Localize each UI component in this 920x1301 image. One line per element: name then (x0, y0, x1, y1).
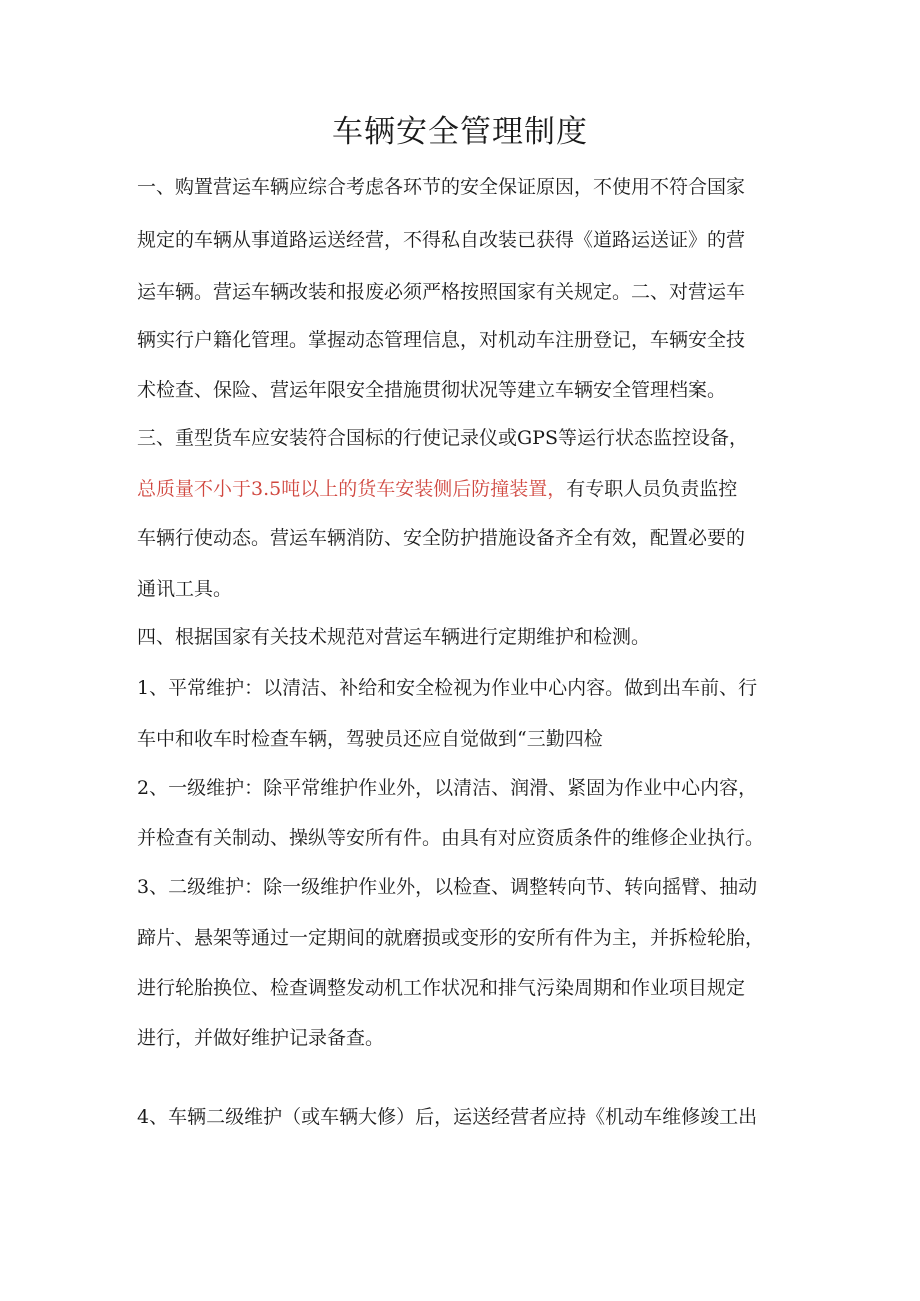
paragraph-line: 通讯工具。 (137, 578, 233, 600)
paragraph-line: 4、车辆二级维护（或车辆大修）后，运送经营者应持《机动车维修竣工出 (137, 1106, 758, 1128)
paragraph-line-mixed (137, 476, 737, 502)
document-title: 车辆安全管理制度 (332, 114, 588, 150)
highlighted-text: 总质量不小于3.5吨以上的货车安装侧后防撞装置， (137, 478, 567, 500)
paragraph-line: 辆实行户籍化管理。掌握动态管理信息，对机动车注册登记，车辆安全技 (137, 329, 746, 351)
paragraph-line: 2、一级维护：除平常维护作业外，以清洁、润滑、紧固为作业中心内容， (137, 777, 758, 799)
paragraph-line: 规定的车辆从事道路运送经营，不得私自改装已获得《道路运送证》的营 (137, 229, 746, 251)
paragraph-line: 车辆行使动态。营运车辆消防、安全防护措施设备齐全有效，配置必要的 (137, 527, 746, 549)
paragraph-line: 3、二级维护：除一级维护作业外，以检查、调整转向节、转向摇臂、抽动 (137, 876, 758, 898)
paragraph-line: 术检查、保险、营运年限安全措施贯彻状况等建立车辆安全管理档案。 (137, 379, 727, 401)
paragraph-line: 车中和收车时检查车辆，驾驶员还应自觉做到“三勤四检 (137, 728, 603, 750)
paragraph-line: 一、购置营运车辆应综合考虑各环节的安全保证原因，不使用不符合国家 (137, 176, 746, 198)
paragraph-line: 并检查有关制动、操纵等安所有件。由具有对应资质条件的维修企业执行。 (137, 827, 765, 849)
paragraph-line: 1、平常维护：以清洁、补给和安全检视为作业中心内容。做到出车前、行 (137, 677, 758, 699)
paragraph-text: 有专职人员负责监控 (566, 478, 738, 500)
paragraph-line: 运车辆。营运车辆改装和报废必须严格按照国家有关规定。二、对营运车 (137, 281, 746, 303)
paragraph-line: 进行，并做好维护记录备查。 (137, 1027, 385, 1049)
paragraph-line: 四、根据国家有关技术规范对营运车辆进行定期维护和检测。 (137, 626, 651, 648)
paragraph-line: 蹄片、悬架等通过一定期间的就磨损或变形的安所有件为主，并拆检轮胎， (137, 927, 765, 949)
paragraph-line: 进行轮胎换位、检查调整发动机工作状况和排气污染周期和作业项目规定 (137, 977, 746, 999)
paragraph-line: 三、重型货车应安装符合国标的行使记录仪或GPS等运行状态监控设备， (137, 427, 748, 449)
